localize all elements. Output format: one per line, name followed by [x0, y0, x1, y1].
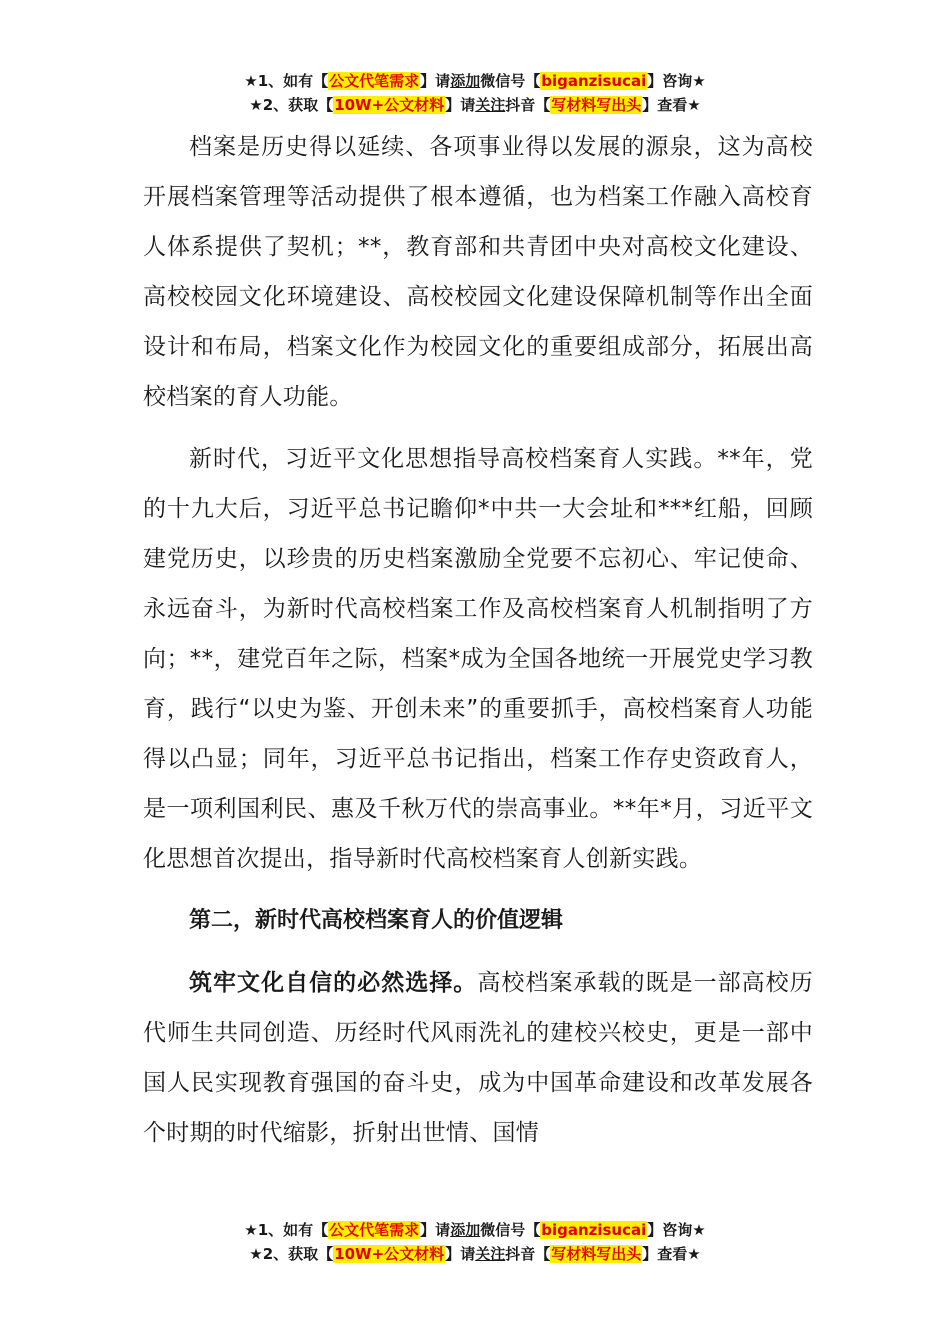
wechat-id-highlight: biganzisucai [541, 72, 647, 90]
banner-text: ★2、获取【 [249, 96, 334, 114]
paragraph-1: 档案是历史得以延续、各项事业得以发展的源泉，这为高校开展档案管理等活动提供了根本遵循，也为档案工作融入高校育人体系提供了契机；**，教育部和共青团中央对高校文化建设、高校校园文化环境建设、高校校园文化建设保障机制等作出全面设计和布局，档案文化作为校园文化的重要组成部分，拓展出高校档案的育人功能。 [143, 134, 813, 410]
banner-text: 微信号【 [480, 72, 541, 90]
banner-text: 抖音【 [505, 1245, 551, 1263]
underlined-text: 关注 [475, 96, 506, 114]
banner-text: 】请 [445, 96, 476, 114]
highlight-text: 10W+公文材料 [334, 96, 445, 114]
banner-text: 】请 [420, 72, 451, 90]
douyin-id-highlight: 写材料写出头 [551, 1245, 642, 1263]
paragraph-lead: 筑牢文化自信的必然选择。 [189, 970, 478, 996]
underlined-text: 添加 [450, 1221, 481, 1239]
paragraph-text: 高校档案承载的既是一部高校历代师生共同创造、历经时代风雨洗礼的建校兴校史，更是一部中国人民实现教育强国的奋斗史，成为中国革命建设和改革发展各个时期的时代缩影，折射出世情、国情 [143, 970, 814, 1146]
paragraph-3 [143, 958, 813, 1158]
section-heading: 第二，新时代高校档案育人的价值逻辑 [189, 908, 564, 933]
footer-banner [0, 1218, 950, 1266]
header-banner [0, 69, 950, 117]
banner-text: 】请 [420, 1221, 451, 1239]
banner-line-2 [0, 93, 950, 117]
banner-text: 】咨询★ [647, 72, 706, 90]
banner-line-1 [0, 69, 950, 93]
paragraph-2: 新时代，习近平文化思想指导高校档案育人实践。**年，党的十九大后，习近平总书记瞻仰*中共一大会址和***红船，回顾建党历史，以珍贵的历史档案激励全党要不忘初心、牢记使命、永远奋斗，为新时代高校档案工作及高校档案育人机制指明了方向；**，建党百年之际，档案*成为全国各地统一开展党史学习教育，践行“以史为鉴、开创未来”的重要抓手，高校档案育人功能得以凸显；同年，习近平总书记指出，档案工作存史资政育人，是一项利国利民、惠及千秋万代的崇高事业。**年*月，习近平文化思想首次提出，指导新时代高校档案育人创新实践。 [143, 446, 813, 872]
wechat-id-highlight: biganzisucai [541, 1221, 647, 1239]
banner-text: ★2、获取【 [249, 1245, 334, 1263]
douyin-id-highlight: 写材料写出头 [551, 96, 642, 114]
banner-text: 】查看★ [642, 96, 701, 114]
banner-line-2 [0, 1242, 950, 1266]
banner-text: 微信号【 [480, 1221, 541, 1239]
banner-text: 】查看★ [642, 1245, 701, 1263]
highlight-text: 公文代笔需求 [329, 72, 420, 90]
banner-line-1 [0, 1218, 950, 1242]
highlight-text: 公文代笔需求 [329, 1221, 420, 1239]
banner-text: 】咨询★ [647, 1221, 706, 1239]
article-body [143, 122, 813, 1170]
highlight-text: 10W+公文材料 [334, 1245, 445, 1263]
banner-text: ★1、如有【 [244, 1221, 329, 1239]
banner-text: ★1、如有【 [244, 72, 329, 90]
underlined-text: 添加 [450, 72, 481, 90]
banner-text: 抖音【 [505, 96, 551, 114]
banner-text: 】请 [445, 1245, 476, 1263]
underlined-text: 关注 [475, 1245, 506, 1263]
